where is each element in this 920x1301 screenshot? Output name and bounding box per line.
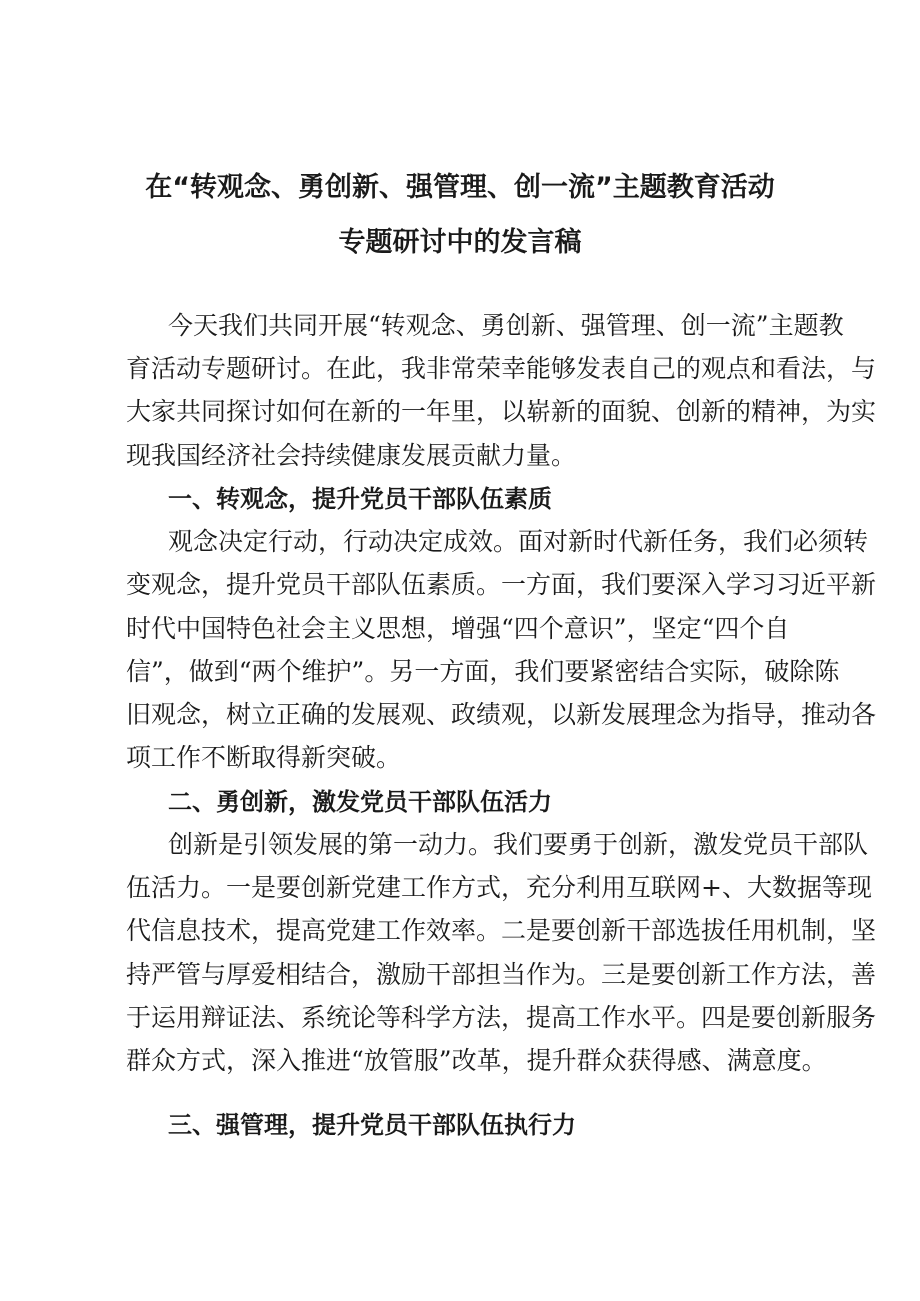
section-heading-1: 一、转观念，提升党员干部队伍素质 <box>168 485 552 513</box>
paragraph-line: 旧观念，树立正确的发展观、政绩观，以新发展理念为指导，推动各 <box>126 700 877 729</box>
paragraph-line: 观念决定行动，行动决定成效。面对新时代新任务，我们必须转 <box>168 527 869 556</box>
paragraph-line: 项工作不断取得新突破。 <box>126 743 402 772</box>
paragraph-line: 今天我们共同开展“转观念、勇创新、强管理、创一流”主题教 <box>168 311 844 340</box>
paragraph-line: 信”，做到“两个维护”。另一方面，我们要紧密结合实际，破除陈 <box>126 657 840 686</box>
paragraph-line: 创新是引领发展的第一动力。我们要勇于创新，激发党员干部队 <box>168 830 869 859</box>
section-heading-3: 三、强管理，提升党员干部队伍执行力 <box>168 1111 576 1139</box>
paragraph-line: 群众方式，深入推进“放管服”改革，提升群众获得感、满意度。 <box>126 1046 827 1075</box>
section-heading-2: 二、勇创新，激发党员干部队伍活力 <box>168 788 552 816</box>
paragraph-line: 伍活力。一是要创新党建工作方式，充分利用互联网+、大数据等现 <box>126 873 872 902</box>
paragraph-line: 育活动专题研讨。在此，我非常荣幸能够发表自己的观点和看法，与 <box>126 354 877 383</box>
paragraph-line: 代信息技术，提高党建工作效率。二是要创新干部选拔任用机制，坚 <box>126 916 877 945</box>
paragraph-line: 大家共同探讨如何在新的一年里，以崭新的面貌、创新的精神，为实 <box>126 397 877 426</box>
paragraph-line: 于运用辩证法、系统论等科学方法，提高工作水平。四是要创新服务 <box>126 1003 877 1032</box>
paragraph-line: 时代中国特色社会主义思想，增强“四个意识”，坚定“四个自 <box>126 614 790 643</box>
document-title-line-2: 专题研讨中的发言稿 <box>338 227 582 258</box>
paragraph-line: 现我国经济社会持续健康发展贡献力量。 <box>126 441 577 470</box>
document-title-line-1: 在“转观念、勇创新、强管理、创一流”主题教育活动 <box>145 172 775 203</box>
paragraph-line: 变观念，提升党员干部队伍素质。一方面，我们要深入学习习近平新 <box>126 570 877 599</box>
paragraph-line: 持严管与厚爱相结合，激励干部担当作为。三是要创新工作方法，善 <box>126 960 877 989</box>
